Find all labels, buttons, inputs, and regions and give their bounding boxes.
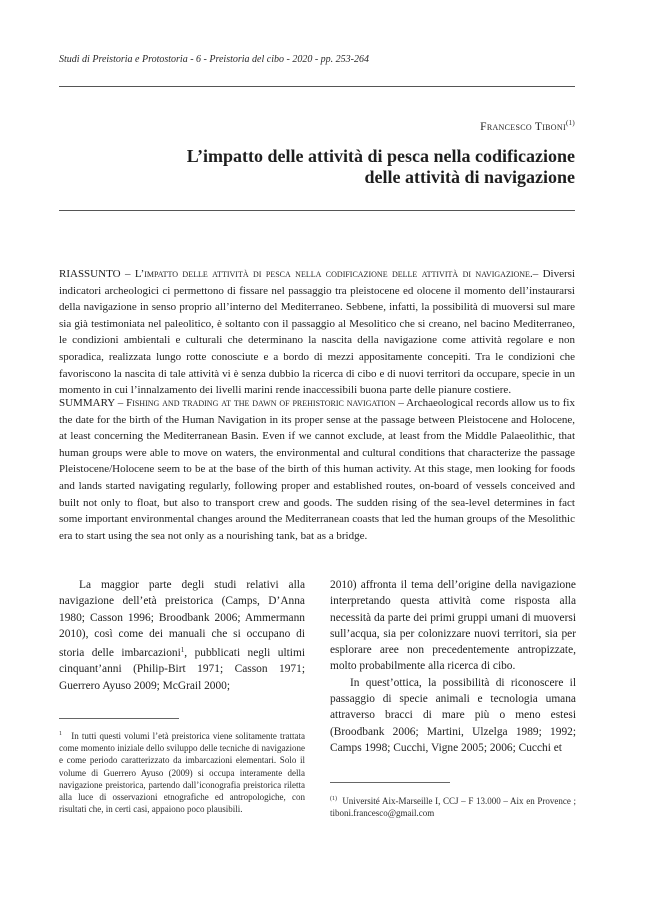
article-title: [115, 146, 575, 188]
body-paragraph: 2010) affronta il tema dell’origine della navigazione interpretando questa attività come risposta alla necessità da parte dei primi gruppi umani di muoversi sull’acqua, sia per colonizzare nuovi territori, sia per esplorare aree non precedentemente antropizzate, molto probabilmente alla ricerca di cibo.: [330, 579, 576, 673]
title-line-1: L’impatto delle attività di pesca nella codificazione: [186, 146, 575, 166]
footnote-rule-left: [59, 718, 179, 719]
riassunto-label: RIASSUNTO –: [59, 268, 135, 280]
author-affiliation-note: $^{(1)}$ Université Aix-Marseille I, CCJ – F 13.000 – Aix en Provence ; tiboni.francesco@gmail.com: [330, 796, 576, 819]
riassunto-abstract: [59, 266, 575, 399]
body-paragraph: La maggior parte degli studi relativi alla navigazione dell’età preistorica (Camps, D’Anna 1980; Casson 1996; Broodbank 2006; Ammermann 2010), così come dei manuali che si occupano di storia delle imbarcazioni$^1$, pubblicati negli ultimi cinquant’anni (Philip-Birt 1971; Casson 1971; Guerrero Ayuso 2009; McGrail 2000;: [59, 579, 305, 692]
author-affiliation-marker: (1): [330, 796, 337, 802]
summary-label: SUMMARY –: [59, 397, 127, 409]
header-rule: [59, 86, 575, 87]
author-name: Francesco Tiboni$^{(1)}$: [480, 119, 575, 133]
footnote-marker: 1: [59, 731, 62, 737]
riassunto-heading: L’impatto delle attività di pesca nella codificazione delle attività di navigazione.: [134, 268, 533, 280]
title-line-2: delle attività di navigazione: [364, 167, 575, 187]
footnote-ref[interactable]: 1: [180, 646, 185, 655]
running-header: Studi di Preistoria e Protostoria - 6 - Preistoria del cibo - 2020 - pp. 253-264: [59, 54, 369, 65]
body-column-left: [59, 577, 305, 694]
summary-abstract: [59, 395, 575, 544]
footnote-rule-right: [330, 782, 450, 783]
body-paragraph: In quest’ottica, la possibilità di riconoscere il passaggio di specie animali e tecnologia umana attraverso bracci di mare più o meno estesi (Broodbank 2006; Martini, Ulzelga 1989; 1992; Camps 1998; Cucchi, Vigne 2005; 2006; Cucchi et: [330, 676, 576, 754]
summary-text: – Archaeological records allow us to fix the date for the birth of the Human Navigation in its proper sense at the passage between Pleistocene and Holocene, at least concerning the Mediterranean Basin. Even if we cannot exclude, at least from the Middle Palaeolithic, that human groups were able to move on waters, the environmental and cultural conditions that characterize the passage Pleistocene/Holocene seem to be at the base of the birth of this human activity. At this stage, men looking for foods and lands started navigating regularly, following proper and established routes, on-board of vessels conceived and built not only to float, but also to transport crew and goods. The sudden rising of the sea-level determines in fact some important environmental changes around the Mediterranean coasts that led the human groups of the Mesolithic era to start using the sea not only as a nourishing tank, bat as a bridge.: [59, 397, 575, 542]
riassunto-text: – Diversi indicatori archeologici ci permettono di fissare nel passaggio tra pleistocene ed olocene il momento dell’instaurarsi della navigazione in senso proprio all’interno del Mediterraneo. Sebbene, infatti, la possibilità di muoversi sul mare sia già testimoniata nel paleolitico, è soltanto con il passaggio al Mesolitico che si creano, nel bacino Mediterraneo, le condizioni ambientali e culturali che determinano la nascita della navigazione come attività regolare e non sporadica, realizzata lungo rotte conosciute e a bordo di mezzi appositamente concepiti. Tra le condizioni che favoriscono la nascita di tale attività vi è senza dubbio la ricerca di cibo e di nuovi territori da occupare, specie in un momento in cui l’innalzamento dei livelli marini rende inaccessibili buona parte delle pianure costiere.: [59, 268, 575, 397]
title-rule: [59, 210, 575, 211]
author-note-marker: (1): [565, 119, 575, 127]
body-column-right: [330, 577, 576, 756]
footnote-1: $^1$ In tutti questi volumi l’età preistorica viene solitamente trattata come momento iniziale dello sviluppo delle tecniche di navigazione e come periodo caratterizzato da imbarcazioni elementari. Solo il volume di Guerrero Ayuso (2009) si occupa interamente della navigazione preistorica, partendo dall’iconografia preistorica riletta alla luce di osservazioni etnografiche ed antropologiche, con risultati che, in certi casi, appaiono poco plausibili.: [59, 731, 305, 815]
summary-heading: Fishing and trading at the dawn of prehistoric navigation: [126, 397, 396, 409]
